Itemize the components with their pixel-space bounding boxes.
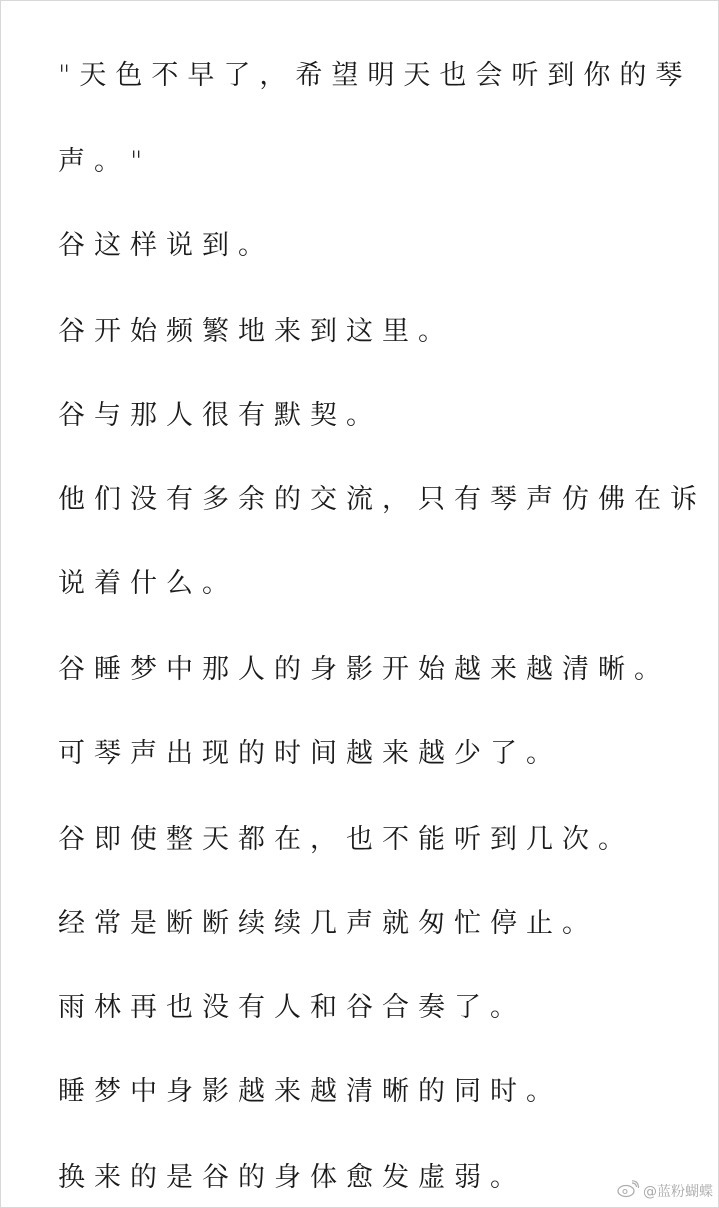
watermark-text: @蓝粉蝴蝶 — [643, 1184, 713, 1200]
text-line-1: "天色不早了，希望明天也会听到你的琴 — [58, 60, 692, 91]
text-line-14: 换来的是谷的身体愈发虚弱。 — [58, 1162, 526, 1193]
text-line-8: 谷睡梦中那人的身影开始越来越清晰。 — [58, 654, 670, 685]
watermark — [617, 1180, 713, 1202]
text-line-6: 他们没有多余的交流，只有琴声仿佛在诉 — [58, 484, 706, 515]
text-line-12: 雨林再也没有人和谷合奏了。 — [58, 992, 526, 1023]
text-line-3: 谷这样说到。 — [58, 230, 274, 261]
text-line-10: 谷即使整天都在，也不能听到几次。 — [58, 824, 634, 855]
text-line-7: 说着什么。 — [58, 568, 238, 599]
text-line-11: 经常是断断续续几声就匆忙停止。 — [58, 908, 598, 939]
text-line-4: 谷开始频繁地来到这里。 — [58, 316, 454, 347]
text-line-5: 谷与那人很有默契。 — [58, 400, 382, 431]
weibo-icon — [617, 1180, 639, 1202]
text-line-9: 可琴声出现的时间越来越少了。 — [58, 738, 562, 769]
text-line-13: 睡梦中身影越来越清晰的同时。 — [58, 1076, 562, 1107]
text-line-2: 声。" — [58, 146, 152, 177]
